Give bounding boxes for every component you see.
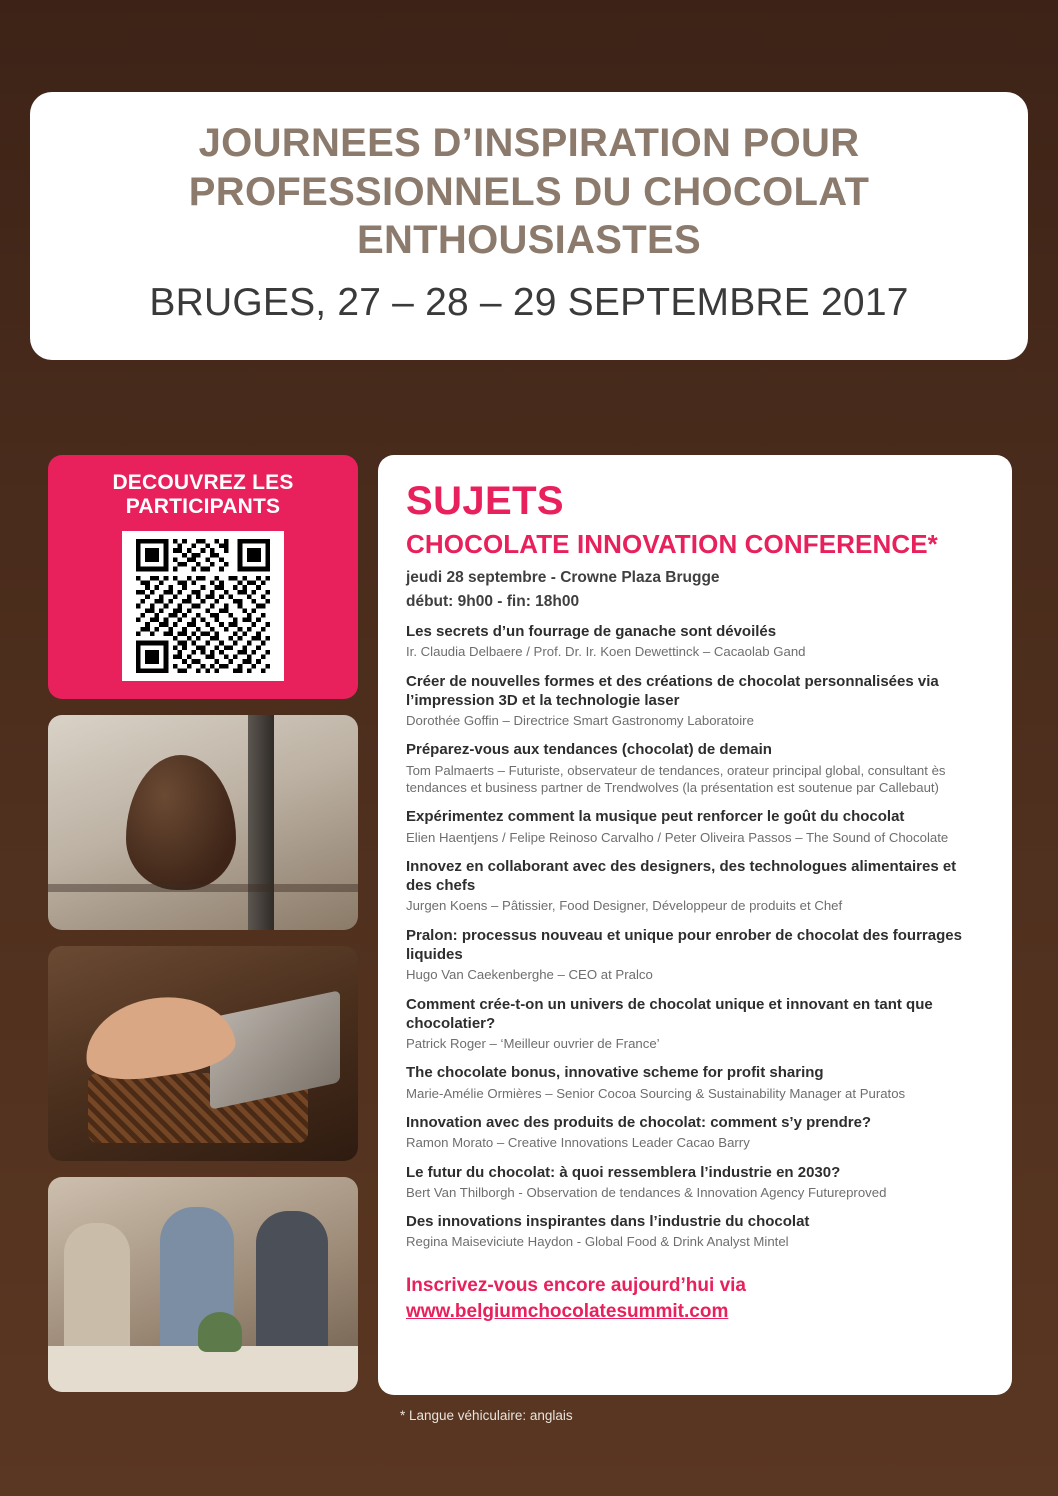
qr-participants-card[interactable] — [48, 455, 358, 699]
topic-item — [406, 857, 982, 915]
topic-item — [406, 672, 982, 730]
topic-item — [406, 1212, 982, 1251]
topic-item — [406, 926, 982, 984]
topic-speaker: Hugo Van Caekenberghe – CEO at Pralco — [406, 967, 653, 983]
conference-title: CHOCOLATE INNOVATION CONFERENCE* — [406, 529, 938, 559]
topic-speaker: Tom Palmaerts – Futuriste, observateur de tendances, orateur principal global, consultant ès tendances et business partner de Trendwolves (la présentation est soutenue par Callebaut) — [406, 762, 946, 796]
topic-title: Innovez en collaborant avec des designers, des technologues alimentaires et des chefs — [406, 858, 957, 895]
topic-speaker: Bert Van Thilborgh - Observation de tendances & Innovation Agency Futureproved — [406, 1184, 887, 1200]
topic-title: Comment crée-t-on un univers de chocolat unique et innovant en tant que chocolatier? — [406, 995, 933, 1032]
topic-speaker: Ir. Claudia Delbaere / Prof. Dr. Ir. Koen Dewettinck – Cacaolab Gand — [406, 644, 806, 660]
qr-code-svg — [130, 539, 276, 673]
topic-title: Le futur du chocolat: à quoi ressemblera l’industrie en 2030? — [406, 1163, 841, 1181]
topic-title: Des innovations inspirantes dans l’industrie du chocolat — [406, 1213, 810, 1231]
photo-visitors-tasting — [48, 1177, 358, 1392]
topic-speaker: Jurgen Koens – Pâtissier, Food Designer, Développeur de produits et Chef — [406, 898, 843, 914]
topic-speaker: Ramon Morato – Creative Innovations Leader Cacao Barry — [406, 1135, 750, 1151]
photo-cocoa-nibs-hand — [48, 946, 358, 1161]
topic-title: Innovation avec des produits de chocolat: comment s’y prendre? — [406, 1114, 872, 1132]
header-card — [30, 92, 1028, 360]
topic-title: Pralon: processus nouveau et unique pour enrober de chocolat des fourrages liquides — [406, 926, 962, 964]
registration-cta — [406, 1273, 982, 1324]
qr-code-icon[interactable] — [122, 531, 284, 681]
topic-item — [406, 1113, 982, 1152]
program-card — [378, 455, 1012, 1395]
topic-title: The chocolate bonus, innovative scheme for profit sharing — [406, 1064, 824, 1082]
topic-speaker: Marie-Amélie Ormières – Senior Cocoa Sourcing & Sustainability Manager at Puratos — [406, 1085, 906, 1101]
topic-item — [406, 995, 982, 1053]
footnote: * Langue véhiculaire: anglais — [400, 1408, 573, 1423]
topic-speaker: Elien Haentjens / Felipe Reinoso Carvalho / Peter Oliveira Passos – The Sound of Chocolate — [406, 829, 949, 845]
topic-title: Créer de nouvelles formes et des créations de chocolat personnalisées via l’impression 3D et la technologie laser — [406, 672, 939, 709]
topic-item — [406, 807, 982, 846]
registration-link[interactable]: www.belgiumchocolatesummit.com — [406, 1300, 729, 1322]
cta-text: Inscrivez-vous encore aujourd’hui via — [406, 1274, 746, 1296]
conference-hours: début: 9h00 - fin: 18h00 — [406, 593, 580, 610]
section-title: SUJETS — [406, 479, 565, 523]
header-title-line2: PROFESSIONNELS DU CHOCOLAT ENTHOUSIASTES — [188, 169, 870, 263]
header-title-line1: JOURNEES D’INSPIRATION POUR — [198, 120, 860, 165]
photo-chocolate-3d-printer — [48, 715, 358, 930]
conference-date: jeudi 28 septembre - Crowne Plaza Brugge — [406, 569, 720, 586]
topic-speaker: Regina Maiseviciute Haydon - Global Food & Drink Analyst Mintel — [406, 1234, 789, 1250]
qr-card-title: DECOUVREZ LES PARTICIPANTS — [112, 471, 294, 518]
topic-title: Expérimentez comment la musique peut renforcer le goût du chocolat — [406, 808, 905, 826]
topic-title: Les secrets d’un fourrage de ganache sont dévoilés — [406, 623, 777, 640]
topic-item — [406, 1063, 982, 1102]
header-dates: BRUGES, 27 – 28 – 29 SEPTEMBRE 2017 — [149, 281, 909, 325]
topic-item — [406, 1163, 982, 1202]
topic-item — [406, 740, 982, 796]
topic-speaker: Dorothée Goffin – Directrice Smart Gastronomy Laboratoire — [406, 712, 754, 728]
left-column — [48, 455, 358, 1392]
topic-title: Préparez-vous aux tendances (chocolat) de demain — [406, 741, 772, 759]
topic-item — [406, 622, 982, 661]
topic-speaker: Patrick Roger – ‘Meilleur ouvrier de France’ — [406, 1036, 660, 1052]
